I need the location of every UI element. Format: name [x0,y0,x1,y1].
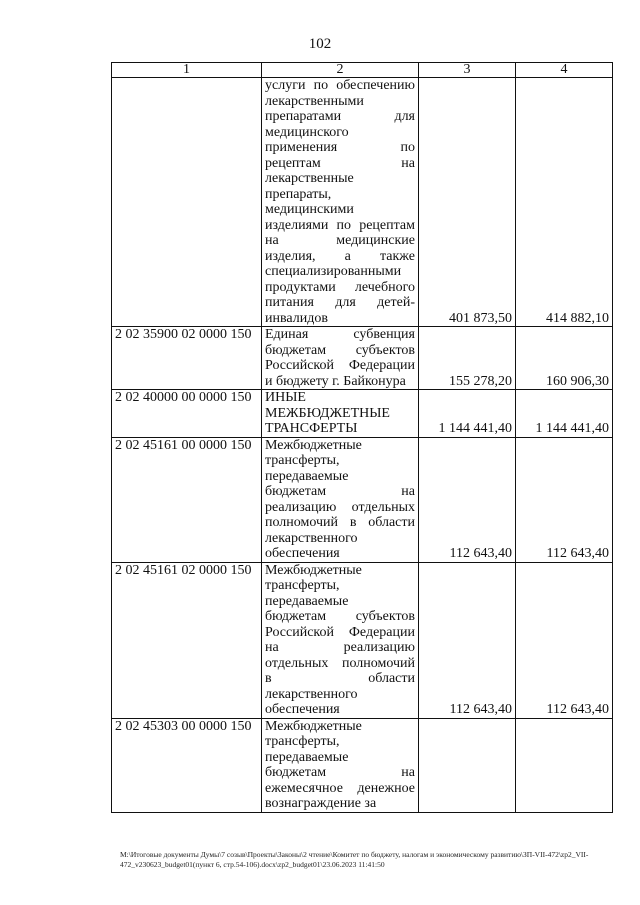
amount-column-3-cell [419,718,516,812]
description-cell [262,718,419,812]
description-line: инвалидов [265,310,328,326]
table-row [112,390,613,438]
column-header-1: 1 [112,63,262,78]
description-line: обеспечения [265,546,340,561]
budget-code-cell: 2 02 35900 02 0000 150 [112,327,262,390]
description-line: полномочий в области [265,515,415,530]
description-line: ИНЫЕ [265,390,306,405]
budget-code-cell: 2 02 40000 00 0000 150 [112,390,262,438]
description-line: вознаграждение за [265,796,377,811]
amount-column-3-cell: 1 144 441,40 [419,390,516,438]
description-line: Российской Федерации [265,624,415,640]
description-line: лекарственные [265,171,354,186]
description-cell [262,562,419,718]
description-line: лекарственного [265,686,358,702]
amount-column-4-cell: 414 882,10 [516,78,613,327]
description-line: передаваемые [265,749,349,765]
column-header-2: 2 [262,63,419,78]
column-header-3: 3 [419,63,516,78]
column-header-4: 4 [516,63,613,78]
budget-code-cell: 2 02 45161 00 0000 150 [112,437,262,562]
description-line: трансферты, [265,453,340,468]
description-line: бюджетам на [265,765,415,780]
description-line: в области [265,671,415,686]
description-cell [262,437,419,562]
description-cell [262,390,419,438]
description-line: питания для детей- [265,295,415,310]
description-line: применения по [265,140,415,155]
description-line: ежемесячное денежное [265,780,415,796]
description-line: лекарственного [265,530,358,546]
amount-column-3-cell: 112 643,40 [419,437,516,562]
amount-column-3-cell: 401 873,50 [419,78,516,327]
description-line: Межбюджетные [265,718,362,734]
table-row [112,562,613,718]
file-path-footer: M:\Итоговые документы Думы\7 созыв\Проекты\Законы\2 чтение\Комитет по бюджету, налогам и экономическому развитию\ЗП-VII-472\zp2_VII-472_v230623_budget01(пункт 6, стр.54-106).docx\zp2_budget01\23.06.2023 11:41:50 [120,850,589,869]
description-line: МЕЖБЮДЖЕТНЫЕ [265,405,390,421]
description-line: на реализацию [265,640,415,655]
table-row [112,327,613,390]
description-line: реализацию отдельных [265,499,415,515]
amount-column-3-cell: 155 278,20 [419,327,516,390]
description-line: Межбюджетные [265,437,362,453]
description-line: на медицинские [265,233,415,248]
amount-column-4-cell: 112 643,40 [516,562,613,718]
table-row [112,718,613,812]
description-line: Единая субвенция [265,327,415,342]
description-line: бюджетам на [265,484,415,499]
description-line: бюджетам субъектов [265,342,415,358]
description-line: и бюджету г. Байконура [265,373,406,389]
amount-column-3-cell: 112 643,40 [419,562,516,718]
description-line: ТРАНСФЕРТЫ [265,421,358,436]
description-line: изделиями по рецептам [265,217,415,233]
description-line: препаратами для [265,109,415,124]
description-cell [262,78,419,327]
budget-table [111,62,613,813]
description-line: изделия, а также [265,248,415,264]
description-cell [262,327,419,390]
description-line: медицинскими [265,202,354,217]
description-line: бюджетам субъектов [265,609,415,624]
amount-column-4-cell: 112 643,40 [516,437,613,562]
amount-column-4-cell [516,718,613,812]
table-header-row [112,63,613,78]
budget-code-cell: 2 02 45303 00 0000 150 [112,718,262,812]
description-line: специализированными [265,264,402,279]
table-row [112,78,613,327]
description-line: обеспечения [265,702,340,717]
description-line: препараты, [265,186,332,202]
description-line: передаваемые [265,468,349,484]
description-line: передаваемые [265,593,349,609]
description-line: Российской Федерации [265,358,415,373]
description-line: трансферты, [265,578,340,593]
description-line: медицинского [265,124,349,140]
table-row [112,437,613,562]
description-line: Межбюджетные [265,562,362,578]
description-line: услуги по обеспечению [265,78,415,93]
amount-column-4-cell: 160 906,30 [516,327,613,390]
description-line: продуктами лечебного [265,279,415,295]
description-line: отдельных полномочий [265,655,415,671]
budget-code-cell: 2 02 45161 02 0000 150 [112,562,262,718]
amount-column-4-cell: 1 144 441,40 [516,390,613,438]
description-line: трансферты, [265,734,340,749]
page-number: 102 [308,36,332,52]
budget-code-cell [112,78,262,327]
description-line: лекарственными [265,93,364,109]
description-line: рецептам на [265,155,415,171]
